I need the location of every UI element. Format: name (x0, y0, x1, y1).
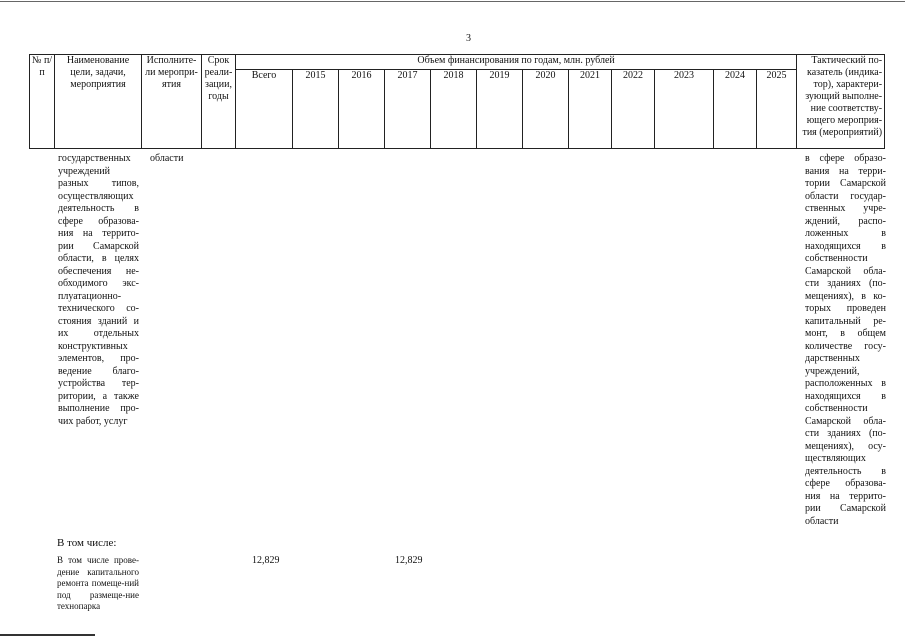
header-year: 2024 (714, 70, 757, 149)
header-year: 2016 (339, 70, 385, 149)
header-number: № п/п (30, 55, 55, 149)
header-year: 2017 (385, 70, 431, 149)
top-edge-line (0, 1, 905, 2)
goal-description: государственных учреждений разных типов, осуществляющих деятельность в сфере образова-ния на террито-рии Самарской области, в целях обеспечения не-обходимого экс-плуатационно-технического со-стояния зданий и их отдельных конструктивных элементов, про-ведение благо-устройства тер-ритории, а также выполнение про-чих работ, услуг (58, 153, 139, 427)
header-year: 2025 (757, 70, 797, 149)
header-term: Срок реали-зации, годы (202, 55, 236, 149)
header-funding: Объем финансирования по годам, млн. рублей (236, 55, 797, 70)
header-year: 2023 (655, 70, 714, 149)
header-year: 2021 (569, 70, 612, 149)
header-total: Всего (236, 70, 293, 149)
header-year: 2020 (523, 70, 569, 149)
indicator-description: в сфере образо-вания на терри-тории Самарской области государ-ственных учре-ждений, распо-ложенных в находящихся в собственности Самарской обла-сти зданиях (по-мещениях), в ко-торых проведен капитальный ре-монт, в общем количестве госу-дарственных учреждений, расположенных в находящихся в собственности Самарской обла-сти зданиях (по-мещениях), осу-ществляющих деятельность в сфере образова-ния на террито-рии Самарской области (805, 153, 886, 527)
header-indicator: Тактический по-казатель (индика-тор), характери-зующий выполне-ние соответству-ющего мероприя-тия (мероприятий) (797, 55, 885, 149)
subrow-description: В том числе прове-дение капитального ремонта помеще-ний под размеще-ние технопарка (57, 555, 139, 611)
header-executor: Исполните-ли меропри-ятия (142, 55, 202, 149)
header-year: 2022 (612, 70, 655, 149)
header-name: Наименование цели, задачи, мероприятия (55, 55, 142, 149)
header-year: 2018 (431, 70, 477, 149)
subrow-total-value: 12,829 (252, 555, 280, 566)
bottom-edge-line (0, 634, 95, 636)
funding-table-header (29, 54, 885, 149)
page-number: 3 (466, 33, 471, 44)
including-label: В том числе: (57, 537, 117, 549)
header-year: 2019 (477, 70, 523, 149)
header-year: 2015 (293, 70, 339, 149)
executor-text: области (150, 153, 184, 164)
subrow-2017-value: 12,829 (395, 555, 423, 566)
